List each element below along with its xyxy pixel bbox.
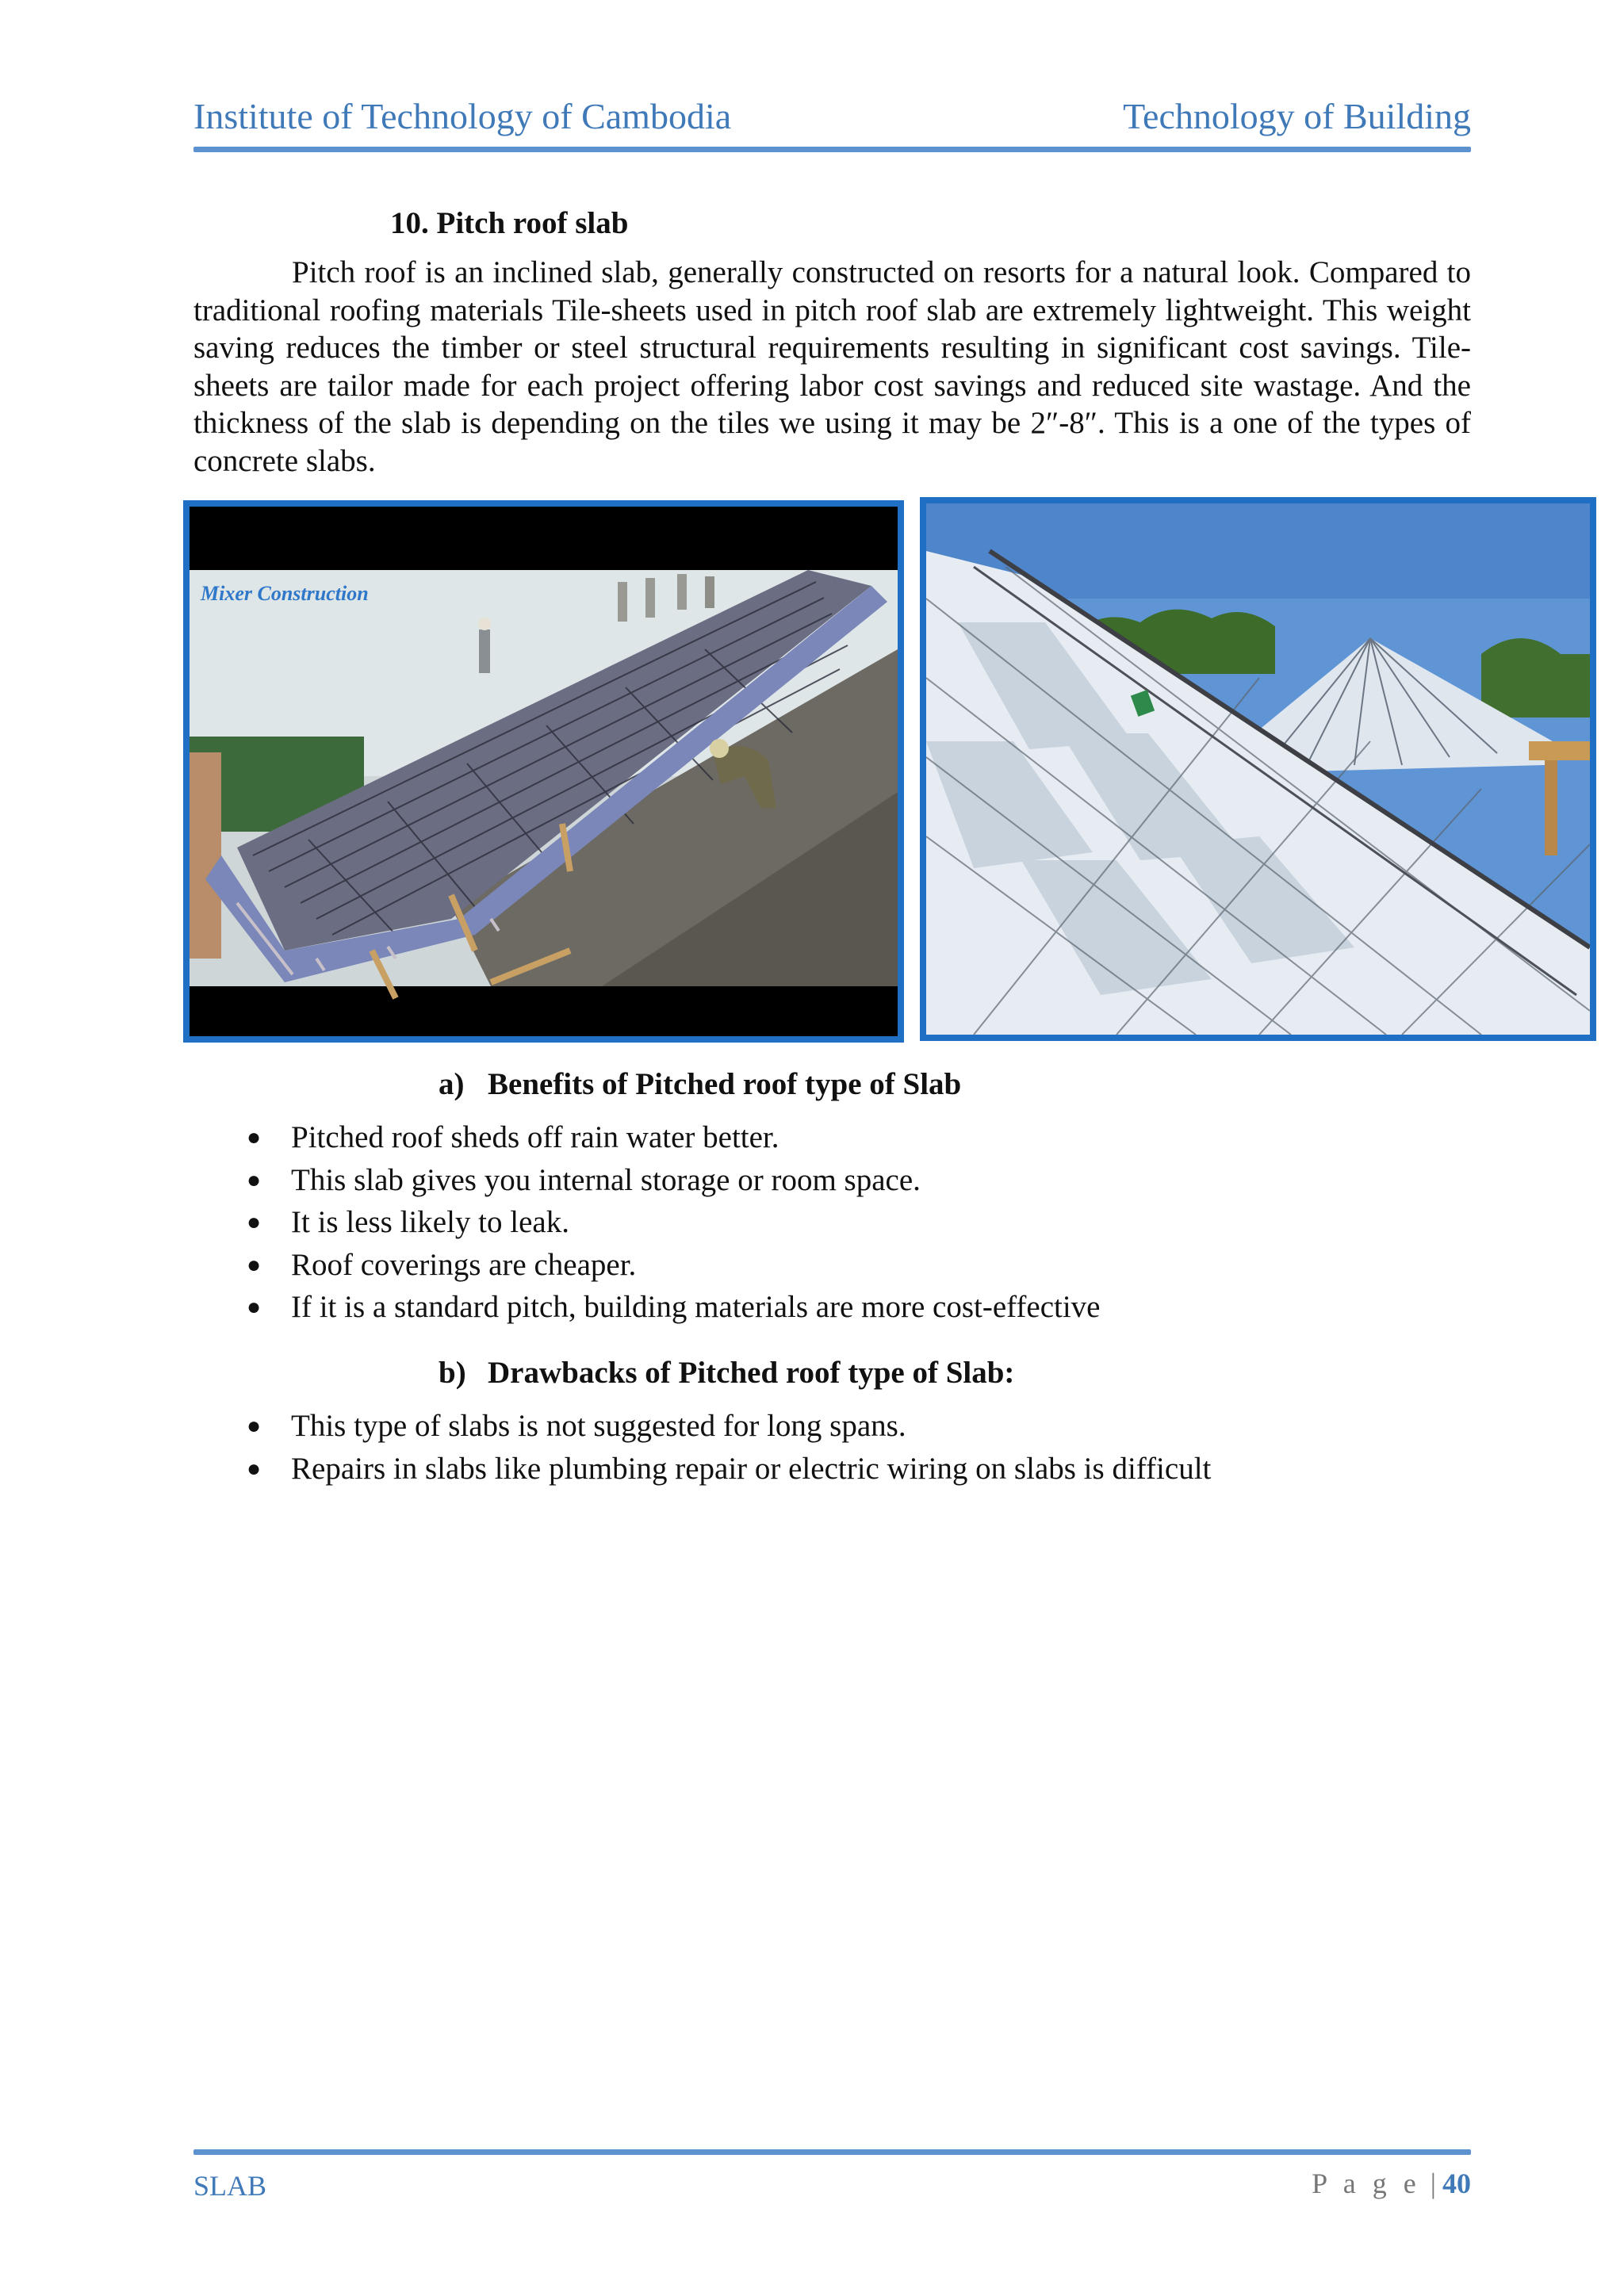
list-item-text: Roof coverings are cheaper. <box>291 1247 637 1282</box>
bullet-icon: ● <box>247 1124 262 1150</box>
list-item <box>238 1244 1101 1287</box>
footer-divider <box>193 2149 1471 2155</box>
list-item <box>238 1286 1101 1329</box>
list-item <box>238 1159 1101 1202</box>
list-item <box>238 1201 1101 1244</box>
page-number: 40 <box>1442 2168 1471 2199</box>
benefits-heading <box>439 1066 961 1102</box>
drawbacks-heading <box>439 1355 1014 1391</box>
drawbacks-list <box>238 1405 1211 1490</box>
construction-illustration <box>190 507 898 1036</box>
bullet-icon: ● <box>247 1251 262 1278</box>
bullet-icon: ● <box>247 1413 262 1439</box>
list-item-text: Pitched roof sheds off rain water better. <box>291 1120 779 1154</box>
list-item-text: It is less likely to leak. <box>291 1205 569 1240</box>
list-item <box>238 1116 1101 1159</box>
roof-mesh-illustration <box>926 503 1590 1035</box>
bullet-icon: ● <box>247 1294 262 1321</box>
list-item-text: Repairs in slabs like plumbing repair or electric wiring on slabs is difficult <box>291 1451 1212 1486</box>
list-item-text: If it is a standard pitch, building materials are more cost-effective <box>291 1290 1101 1325</box>
benefits-list <box>238 1116 1101 1329</box>
watermark-mixer-construction: Mixer Construction <box>201 582 369 605</box>
benefits-title: Benefits of Pitched roof type of Slab <box>488 1067 962 1101</box>
photo-pitched-roof-mesh <box>920 497 1596 1041</box>
section-heading: 10. Pitch roof slab <box>390 206 629 240</box>
benefits-marker: a) <box>439 1067 465 1101</box>
list-item-text: This slab gives you internal storage or room space. <box>291 1162 921 1197</box>
photo-pitched-roof-construction <box>183 500 904 1043</box>
footer-page <box>1312 2167 1471 2200</box>
list-item <box>238 1448 1211 1490</box>
list-item-text: This type of slabs is not suggested for long spans. <box>291 1409 906 1443</box>
page-label: P a g e <box>1312 2168 1421 2199</box>
drawbacks-marker: b) <box>439 1356 466 1390</box>
list-item <box>238 1405 1211 1448</box>
header-divider <box>193 147 1471 152</box>
drawbacks-title: Drawbacks of Pitched roof type of Slab: <box>488 1356 1015 1390</box>
bullet-icon: ● <box>247 1455 262 1482</box>
bullet-icon: ● <box>247 1166 262 1193</box>
building-wall <box>190 752 221 959</box>
footer-chapter: SLAB <box>193 2170 267 2202</box>
header-course: Technology of Building <box>1123 96 1471 136</box>
bullet-icon: ● <box>247 1209 262 1236</box>
page-separator: | <box>1430 2168 1436 2199</box>
header-institution: Institute of Technology of Cambodia <box>193 96 732 136</box>
section-paragraph: Pitch roof is an inclined slab, generally constructed on resorts for a natural look. Compared to traditional roofing materials Tile-sheets used in pitch roof slab are extremely lightweight. This weight saving reduces the timber or steel structural requirements resulting in significant cost savings. Tile-sheets are tailor made for each project offering labor cost savings and reduced site wastage. And the thickness of the slab is depending on the tiles we using it may be 2″-8″. This is a one of the types of concrete slabs. <box>193 255 1471 478</box>
